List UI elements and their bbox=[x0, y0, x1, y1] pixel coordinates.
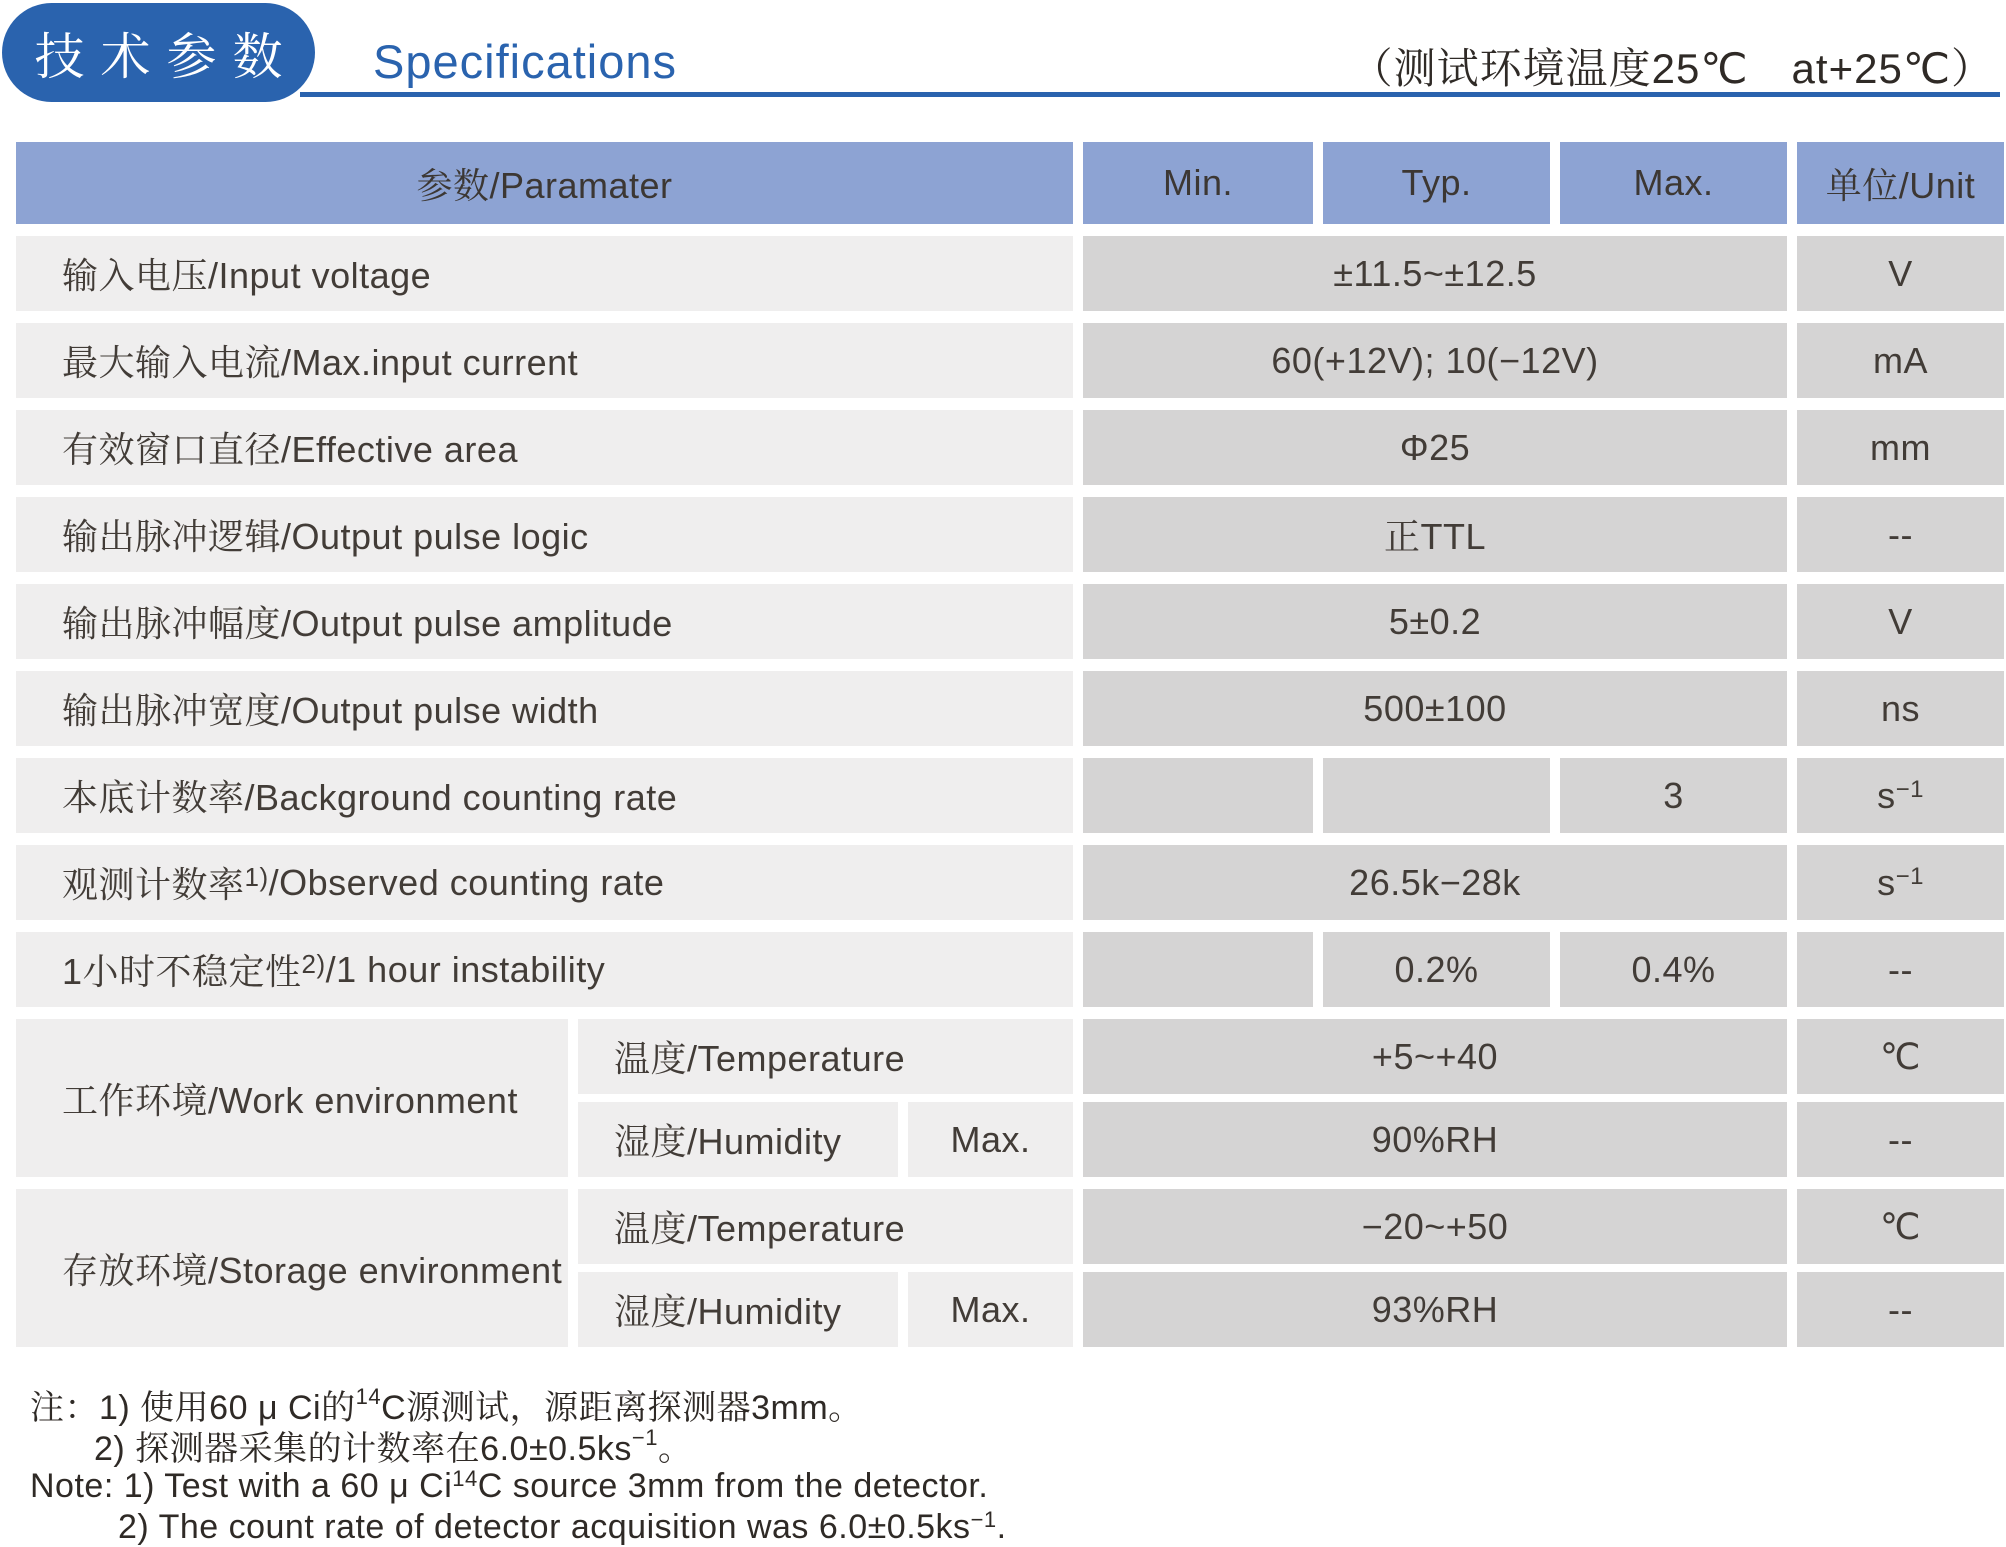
spec-row-output-pulse-logic bbox=[16, 497, 2004, 572]
unit-base: s bbox=[1877, 861, 1896, 903]
typ-cell: 0.2% bbox=[1323, 932, 1550, 1007]
title-underline bbox=[300, 92, 2000, 97]
typ-cell bbox=[1323, 758, 1550, 833]
humidity-label: 湿度/Humidity bbox=[578, 1272, 898, 1347]
humidity-label: 湿度/Humidity bbox=[578, 1102, 898, 1177]
unit-cell: s $^{-1}$ bbox=[1797, 758, 2004, 833]
humidity-qualifier: Max. bbox=[908, 1102, 1073, 1177]
value-cell: 正TTL bbox=[1083, 497, 1787, 572]
humidity-value-cell: 93%RH bbox=[1083, 1272, 1787, 1347]
param-base: 观测计数率 bbox=[62, 864, 245, 905]
min-cell bbox=[1083, 932, 1313, 1007]
value-cell: 5±0.2 bbox=[1083, 584, 1787, 659]
spec-row-background-counting-rate bbox=[16, 758, 2004, 833]
param-cell: 最大输入电流/Max.input current bbox=[16, 323, 1073, 398]
test-condition-note: （测试环境温度25℃ at+25℃） bbox=[1350, 45, 1994, 92]
value-cell: 26.5k−28k bbox=[1083, 845, 1787, 920]
note-en-2: 2) The count rate of detector acquisition was 6.0±0.5ks $^{-1}$ . bbox=[118, 1506, 1007, 1546]
section-badge bbox=[2, 3, 315, 102]
param-cell: 输出脉冲幅度/Output pulse amplitude bbox=[16, 584, 1073, 659]
humidity-unit-cell: -- bbox=[1797, 1272, 2004, 1347]
col-header-unit: 单位/Unit bbox=[1797, 142, 2004, 224]
spec-row-effective-area bbox=[16, 410, 2004, 485]
spec-row-output-pulse-width bbox=[16, 671, 2004, 746]
humidity-qualifier: Max. bbox=[908, 1272, 1073, 1347]
value-cell: Φ25 bbox=[1083, 410, 1787, 485]
spec-group-work-environment bbox=[16, 1019, 2004, 1177]
note-zh-1: 注：1) 使用60 μ Ci的 $^{14}$ C源测试，源距离探测器3mm。 bbox=[30, 1383, 863, 1427]
temperature-unit-cell: ℃ bbox=[1797, 1189, 2004, 1264]
param-cell: 输出脉冲宽度/Output pulse width bbox=[16, 671, 1073, 746]
param-rest: /1 hour instability bbox=[325, 948, 606, 990]
value-cell: ±11.5~±12.5 bbox=[1083, 236, 1787, 311]
unit-cell: -- bbox=[1797, 497, 2004, 572]
param-base: 1小时不稳定性 bbox=[62, 951, 302, 992]
unit-cell: s $^{-1}$ bbox=[1797, 845, 2004, 920]
temperature-value-cell: −20~+50 bbox=[1083, 1189, 1787, 1264]
section-badge-label: 技术参数 bbox=[34, 28, 299, 85]
spec-group-storage-environment bbox=[16, 1189, 2004, 1347]
temperature-unit-cell: ℃ bbox=[1797, 1019, 2004, 1094]
temperature-label: 温度/Temperature bbox=[578, 1019, 1073, 1094]
unit-cell: mA bbox=[1797, 323, 2004, 398]
max-cell: 3 bbox=[1560, 758, 1787, 833]
note-zh-2: 2) 探测器采集的计数率在6.0±0.5ks $^{-1}$ 。 bbox=[94, 1424, 693, 1468]
param-cell: 输出脉冲逻辑/Output pulse logic bbox=[16, 497, 1073, 572]
unit-cell: ns bbox=[1797, 671, 2004, 746]
footnotes bbox=[30, 1384, 1007, 1547]
note-en-1: Note: 1) Test with a 60 μ Ci $^{14}$ C source 3mm from the detector. bbox=[30, 1465, 989, 1505]
max-cell: 0.4% bbox=[1560, 932, 1787, 1007]
spec-row-observed-counting-rate bbox=[16, 845, 2004, 920]
table-header-row bbox=[16, 142, 2004, 224]
spec-row-1-hour-instability bbox=[16, 932, 2004, 1007]
value-cell: 500±100 bbox=[1083, 671, 1787, 746]
spec-table bbox=[16, 142, 2004, 1347]
value-cell: 60(+12V); 10(−12V) bbox=[1083, 323, 1787, 398]
unit-cell: V bbox=[1797, 236, 2004, 311]
group-label: 存放环境/Storage environment bbox=[16, 1189, 568, 1347]
col-header-max: Max. bbox=[1560, 142, 1787, 224]
param-cell: 1小时不稳定性 $^{2)}$ /1 hour instability bbox=[16, 932, 1073, 1007]
param-cell: 有效窗口直径/Effective area bbox=[16, 410, 1073, 485]
group-label: 工作环境/Work environment bbox=[16, 1019, 568, 1177]
spec-row-max-input-current bbox=[16, 323, 2004, 398]
param-rest: /Observed counting rate bbox=[268, 861, 665, 903]
humidity-unit-cell: -- bbox=[1797, 1102, 2004, 1177]
min-cell bbox=[1083, 758, 1313, 833]
unit-cell: V bbox=[1797, 584, 2004, 659]
param-cell: 输入电压/Input voltage bbox=[16, 236, 1073, 311]
col-header-parameter: 参数/Paramater bbox=[16, 142, 1073, 224]
unit-cell: -- bbox=[1797, 932, 2004, 1007]
spec-row-input-voltage bbox=[16, 236, 2004, 311]
col-header-typ: Typ. bbox=[1323, 142, 1550, 224]
unit-cell: mm bbox=[1797, 410, 2004, 485]
param-cell: 本底计数率/Background counting rate bbox=[16, 758, 1073, 833]
page-title: Specifications bbox=[373, 35, 677, 88]
temperature-label: 温度/Temperature bbox=[578, 1189, 1073, 1264]
humidity-value-cell: 90%RH bbox=[1083, 1102, 1787, 1177]
spec-row-output-pulse-amplitude bbox=[16, 584, 2004, 659]
unit-base: s bbox=[1877, 774, 1896, 816]
temperature-value-cell: +5~+40 bbox=[1083, 1019, 1787, 1094]
param-cell: 观测计数率 $^{1)}$ /Observed counting rate bbox=[16, 845, 1073, 920]
col-header-min: Min. bbox=[1083, 142, 1313, 224]
